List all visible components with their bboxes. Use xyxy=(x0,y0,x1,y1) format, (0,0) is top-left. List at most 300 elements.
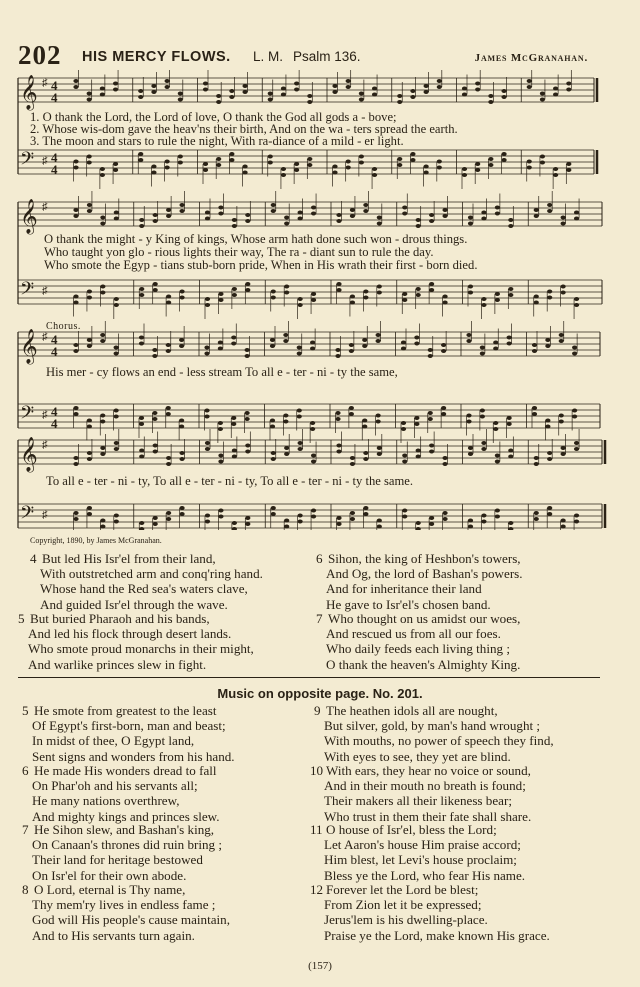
note-head xyxy=(153,213,158,217)
note-head xyxy=(350,456,355,460)
note-head xyxy=(359,155,364,159)
note-head xyxy=(283,414,288,418)
note-head xyxy=(268,161,273,165)
note-head xyxy=(307,163,312,167)
note-head xyxy=(376,414,381,418)
note-head xyxy=(507,342,512,346)
note-head xyxy=(493,341,498,345)
note-head xyxy=(271,457,276,461)
note-head xyxy=(179,451,184,455)
verse-number: 6 xyxy=(22,763,29,778)
note-head xyxy=(346,160,351,164)
note-head xyxy=(218,460,223,464)
note-head xyxy=(527,85,532,89)
note-head xyxy=(297,352,302,356)
time-signature-icon: 4 xyxy=(51,150,58,165)
note-head xyxy=(87,338,92,342)
note-head xyxy=(428,348,433,352)
verse-number: 12 xyxy=(310,882,324,897)
note-head xyxy=(397,94,402,98)
note-head xyxy=(372,167,377,171)
verse-line: Sihon, the king of Heshbon's towers, xyxy=(328,551,521,566)
note-head xyxy=(335,348,340,352)
note-head xyxy=(218,347,223,351)
hymn-title: HIS MERCY FLOWS. xyxy=(82,49,231,65)
note-head xyxy=(540,161,545,165)
note-head xyxy=(332,171,337,175)
note-head xyxy=(441,412,446,416)
lyric-line: 1. O thank the Lord, the Lord of love, O thank the God all gods a - bove; xyxy=(30,110,397,124)
verse-block xyxy=(314,703,554,764)
note-head xyxy=(437,79,442,83)
note-head xyxy=(372,87,377,91)
note-head xyxy=(559,339,564,343)
note-head xyxy=(218,427,223,431)
note-head xyxy=(481,217,486,221)
note-head xyxy=(87,290,92,294)
note-head xyxy=(310,427,315,431)
note-head xyxy=(350,462,355,466)
note-head xyxy=(114,211,119,215)
note-head xyxy=(480,352,485,356)
verse-block xyxy=(22,882,230,943)
treble-clef-icon: 𝄞 xyxy=(20,437,38,472)
verse-block xyxy=(18,611,254,672)
note-head xyxy=(232,521,237,525)
note-head xyxy=(245,522,250,526)
note-head xyxy=(311,454,316,458)
note-head xyxy=(87,512,92,516)
note-head xyxy=(429,282,434,286)
note-head xyxy=(311,298,316,302)
note-head xyxy=(87,155,92,159)
note-head xyxy=(166,517,171,521)
sharp-icon: ♯ xyxy=(42,201,48,213)
sharp-icon: ♯ xyxy=(42,285,48,297)
note-head xyxy=(442,301,447,305)
note-head xyxy=(138,158,143,162)
note-head xyxy=(310,421,315,425)
note-head xyxy=(547,457,552,461)
bass-clef-icon: 𝄢 xyxy=(20,403,35,428)
note-head xyxy=(218,341,223,345)
note-head xyxy=(294,162,299,166)
note-head xyxy=(488,94,493,98)
note-head xyxy=(574,441,579,445)
note-head xyxy=(424,84,429,88)
verse-block xyxy=(22,822,222,883)
note-head xyxy=(205,447,210,451)
note-head xyxy=(100,87,105,91)
note-head xyxy=(100,222,105,226)
note-head xyxy=(410,152,415,156)
note-head xyxy=(114,514,119,518)
note-head xyxy=(416,455,421,459)
verse-line: Praise ye the Lord, make known His grace. xyxy=(324,927,550,943)
note-head xyxy=(363,209,368,213)
chorus-label: Chorus. xyxy=(46,321,81,332)
hymn-header xyxy=(18,40,588,68)
note-head xyxy=(114,352,119,356)
note-head xyxy=(166,462,171,466)
note-head xyxy=(298,447,303,451)
note-head xyxy=(284,222,289,226)
note-head xyxy=(311,460,316,464)
verse-block xyxy=(22,763,220,824)
note-head xyxy=(138,152,143,156)
note-head xyxy=(540,98,545,102)
bass-clef-icon: 𝄢 xyxy=(20,149,35,174)
note-head xyxy=(87,344,92,348)
note-head xyxy=(87,419,92,423)
verse-line: And in their mouth no breath is found; xyxy=(324,778,526,794)
note-head xyxy=(165,160,170,164)
note-head xyxy=(376,339,381,343)
note-head xyxy=(545,344,550,348)
note-head xyxy=(166,511,171,515)
note-head xyxy=(229,89,234,93)
lyric-line: O thank the might - y King of kings, Whose arm hath done such won - drous things. xyxy=(44,232,468,246)
note-head xyxy=(270,419,275,423)
note-head xyxy=(534,511,539,515)
note-head xyxy=(468,222,473,226)
note-head xyxy=(481,297,486,301)
note-head xyxy=(87,457,92,461)
note-head xyxy=(566,162,571,166)
note-head xyxy=(401,347,406,351)
note-head xyxy=(572,409,577,413)
note-head xyxy=(547,506,552,510)
note-head xyxy=(336,282,341,286)
note-head xyxy=(216,94,221,98)
note-head xyxy=(335,354,340,358)
sharp-icon: ♯ xyxy=(42,439,48,451)
note-head xyxy=(493,427,498,431)
note-head xyxy=(574,303,579,307)
note-head xyxy=(349,406,354,410)
note-head xyxy=(545,419,550,423)
verse-number: 8 xyxy=(22,882,29,897)
note-head xyxy=(376,420,381,424)
note-head xyxy=(336,213,341,217)
page-number: (157) xyxy=(308,960,332,972)
verse-line: And led his flock through desert lands. xyxy=(28,626,232,642)
note-head xyxy=(349,343,354,347)
note-head xyxy=(346,166,351,170)
note-head xyxy=(281,167,286,171)
verse-line: He smote from greatest to the least xyxy=(34,703,217,718)
note-head xyxy=(363,451,368,455)
note-head xyxy=(294,168,299,172)
note-head xyxy=(100,333,105,337)
note-head xyxy=(495,206,500,210)
note-head xyxy=(114,409,119,413)
note-head xyxy=(245,450,250,454)
note-head xyxy=(359,98,364,102)
note-head xyxy=(73,349,78,353)
note-head xyxy=(336,516,341,520)
note-head xyxy=(153,516,158,520)
note-head xyxy=(166,208,171,212)
verse-number: 9 xyxy=(314,703,321,718)
note-head xyxy=(553,173,558,177)
verse-number: 7 xyxy=(22,822,29,837)
note-head xyxy=(100,173,105,177)
note-head xyxy=(166,456,171,460)
lyric-line: To all e - ter - ni - ty, To all e - ter - ni - ty, To all e - ter - ni - ty the same. xyxy=(46,474,413,488)
note-head xyxy=(416,224,421,228)
note-head xyxy=(572,346,577,350)
note-head xyxy=(416,287,421,291)
note-head xyxy=(151,165,156,169)
note-head xyxy=(468,446,473,450)
verse-number: 6 xyxy=(316,551,323,566)
note-head xyxy=(179,506,184,510)
note-head xyxy=(527,79,532,83)
note-head xyxy=(377,446,382,450)
verse-number: 7 xyxy=(316,611,323,626)
note-head xyxy=(232,293,237,297)
note-head xyxy=(437,85,442,89)
note-head xyxy=(363,203,368,207)
note-head xyxy=(442,462,447,466)
note-head xyxy=(178,155,183,159)
note-head xyxy=(501,158,506,162)
note-head xyxy=(508,449,513,453)
note-head xyxy=(73,301,78,305)
note-head xyxy=(294,88,299,92)
note-head xyxy=(73,343,78,347)
note-head xyxy=(284,291,289,295)
verse-line: But buried Pharaoh and his bands, xyxy=(30,611,210,626)
note-head xyxy=(281,93,286,97)
note-head xyxy=(508,455,513,459)
note-head xyxy=(475,82,480,86)
verse-line: With eyes to see, they yet are blind. xyxy=(324,748,511,764)
note-head xyxy=(283,420,288,424)
note-head xyxy=(298,520,303,524)
note-head xyxy=(114,441,119,445)
note-head xyxy=(559,420,564,424)
note-head xyxy=(428,411,433,415)
note-head xyxy=(100,420,105,424)
note-head xyxy=(480,415,485,419)
note-head xyxy=(152,354,157,358)
hymn-number: 202 xyxy=(18,40,62,70)
note-head xyxy=(153,444,158,448)
note-head xyxy=(508,218,513,222)
note-head xyxy=(153,219,158,223)
note-head xyxy=(114,303,119,307)
note-head xyxy=(441,343,446,347)
note-head xyxy=(245,348,250,352)
note-head xyxy=(468,216,473,220)
note-head xyxy=(336,450,341,454)
note-head xyxy=(402,212,407,216)
lyric-line: His mer - cy flows an end - less stream To all e - ter - ni - ty the same, xyxy=(46,365,398,379)
note-head xyxy=(179,425,184,429)
verse-block xyxy=(310,822,525,883)
verse-line: Let Aaron's house Him praise accord; xyxy=(324,837,521,853)
note-head xyxy=(534,208,539,212)
note-head xyxy=(481,514,486,518)
verse-line: Bless ye the Lord, who fear His name. xyxy=(324,867,526,883)
verse-block xyxy=(316,611,520,672)
note-head xyxy=(114,520,119,524)
note-head xyxy=(139,416,144,420)
note-head xyxy=(271,209,276,213)
verse-line: O thank the heaven's Almighty King. xyxy=(326,656,521,672)
note-head xyxy=(100,414,105,418)
verse-line: Their land for heritage bestowed xyxy=(32,852,203,868)
note-head xyxy=(475,88,480,92)
note-head xyxy=(153,522,158,526)
note-head xyxy=(139,449,144,453)
note-head xyxy=(481,520,486,524)
note-head xyxy=(534,456,539,460)
note-head xyxy=(73,456,78,460)
note-head xyxy=(363,290,368,294)
note-head xyxy=(402,298,407,302)
note-head xyxy=(242,165,247,169)
verse-line: The heathen idols all are nought, xyxy=(326,703,498,718)
note-head xyxy=(205,514,210,518)
note-head xyxy=(311,509,316,513)
note-head xyxy=(540,92,545,96)
note-head xyxy=(547,296,552,300)
note-head xyxy=(468,519,473,523)
note-head xyxy=(271,512,276,516)
note-head xyxy=(574,211,579,215)
note-head xyxy=(73,295,78,299)
section-subheading: Music on opposite page. No. 201. xyxy=(217,686,423,701)
note-head xyxy=(488,163,493,167)
note-head xyxy=(377,525,382,529)
note-head xyxy=(284,452,289,456)
note-head xyxy=(232,449,237,453)
verse-line: Who daily feeds each living thing ; xyxy=(326,641,510,657)
lyric-line: Who taught yon glo - rious lights their way, The ra - diant sun to rule the day. xyxy=(44,245,434,259)
note-head xyxy=(350,511,355,515)
section-divider xyxy=(18,677,600,678)
note-head xyxy=(574,297,579,301)
note-head xyxy=(271,296,276,300)
note-head xyxy=(218,421,223,425)
note-head xyxy=(204,409,209,413)
note-head xyxy=(179,338,184,342)
note-head xyxy=(495,515,500,519)
verse-number: 11 xyxy=(310,822,323,837)
note-head xyxy=(205,441,210,445)
note-head xyxy=(377,222,382,226)
note-head xyxy=(232,218,237,222)
note-head xyxy=(561,291,566,295)
note-head xyxy=(363,512,368,516)
note-head xyxy=(87,203,92,207)
verse-line: He made His wonders dread to fall xyxy=(34,763,217,778)
note-head xyxy=(203,82,208,86)
note-head xyxy=(362,344,367,348)
note-head xyxy=(495,212,500,216)
verse-line: And for inheritance their land xyxy=(326,581,482,597)
note-head xyxy=(216,100,221,104)
note-head xyxy=(73,406,78,410)
verse-number: 4 xyxy=(30,551,37,566)
note-head xyxy=(508,293,513,297)
note-head xyxy=(307,94,312,98)
note-head xyxy=(298,297,303,301)
note-head xyxy=(480,409,485,413)
note-head xyxy=(468,291,473,295)
verse-block xyxy=(310,763,531,824)
note-head xyxy=(87,296,92,300)
note-head xyxy=(218,212,223,216)
note-head xyxy=(561,285,566,289)
verse-line: Whose hand the Red sea's waters clave, xyxy=(40,581,248,597)
note-head xyxy=(493,347,498,351)
verse-line: And warlike princes slew in fight. xyxy=(28,656,207,672)
note-head xyxy=(179,512,184,516)
note-head xyxy=(429,516,434,520)
verse-number: 5 xyxy=(18,611,25,626)
note-head xyxy=(402,292,407,296)
note-head xyxy=(475,162,480,166)
time-signature-icon: 4 xyxy=(51,162,58,177)
treble-clef-icon: 𝄞 xyxy=(20,329,38,364)
verse-block xyxy=(30,551,263,612)
copyright-notice: Copyright, 1890, by James McGranahan. xyxy=(30,536,162,545)
note-head xyxy=(416,218,421,222)
note-head xyxy=(534,517,539,521)
note-head xyxy=(359,92,364,96)
note-head xyxy=(377,452,382,456)
note-head xyxy=(100,93,105,97)
verse-line: On Phar'oh and his servants all; xyxy=(32,778,198,794)
note-head xyxy=(566,82,571,86)
note-head xyxy=(152,417,157,421)
note-head xyxy=(561,519,566,523)
time-signature-icon: 4 xyxy=(51,78,58,93)
note-head xyxy=(561,446,566,450)
note-head xyxy=(350,517,355,521)
note-head xyxy=(152,348,157,352)
note-head xyxy=(416,521,421,525)
verse-line: Their makers all their likeness bear; xyxy=(324,793,512,809)
note-head xyxy=(362,338,367,342)
note-head xyxy=(377,216,382,220)
note-head xyxy=(139,287,144,291)
note-head xyxy=(114,447,119,451)
note-head xyxy=(547,512,552,516)
note-head xyxy=(561,222,566,226)
note-head xyxy=(401,341,406,345)
note-head xyxy=(553,93,558,97)
note-head xyxy=(402,509,407,513)
note-head xyxy=(151,84,156,88)
note-head xyxy=(298,514,303,518)
note-head xyxy=(410,95,415,99)
verse-line: From Zion let it be expressed; xyxy=(324,897,482,913)
note-head xyxy=(350,214,355,218)
note-head xyxy=(242,90,247,94)
note-head xyxy=(179,457,184,461)
note-head xyxy=(346,85,351,89)
note-head xyxy=(87,451,92,455)
note-head xyxy=(414,336,419,340)
hymn-meter: L. M. xyxy=(253,49,284,64)
note-head xyxy=(532,412,537,416)
verse-line: He Sihon slew, and Bashan's king, xyxy=(34,822,215,837)
